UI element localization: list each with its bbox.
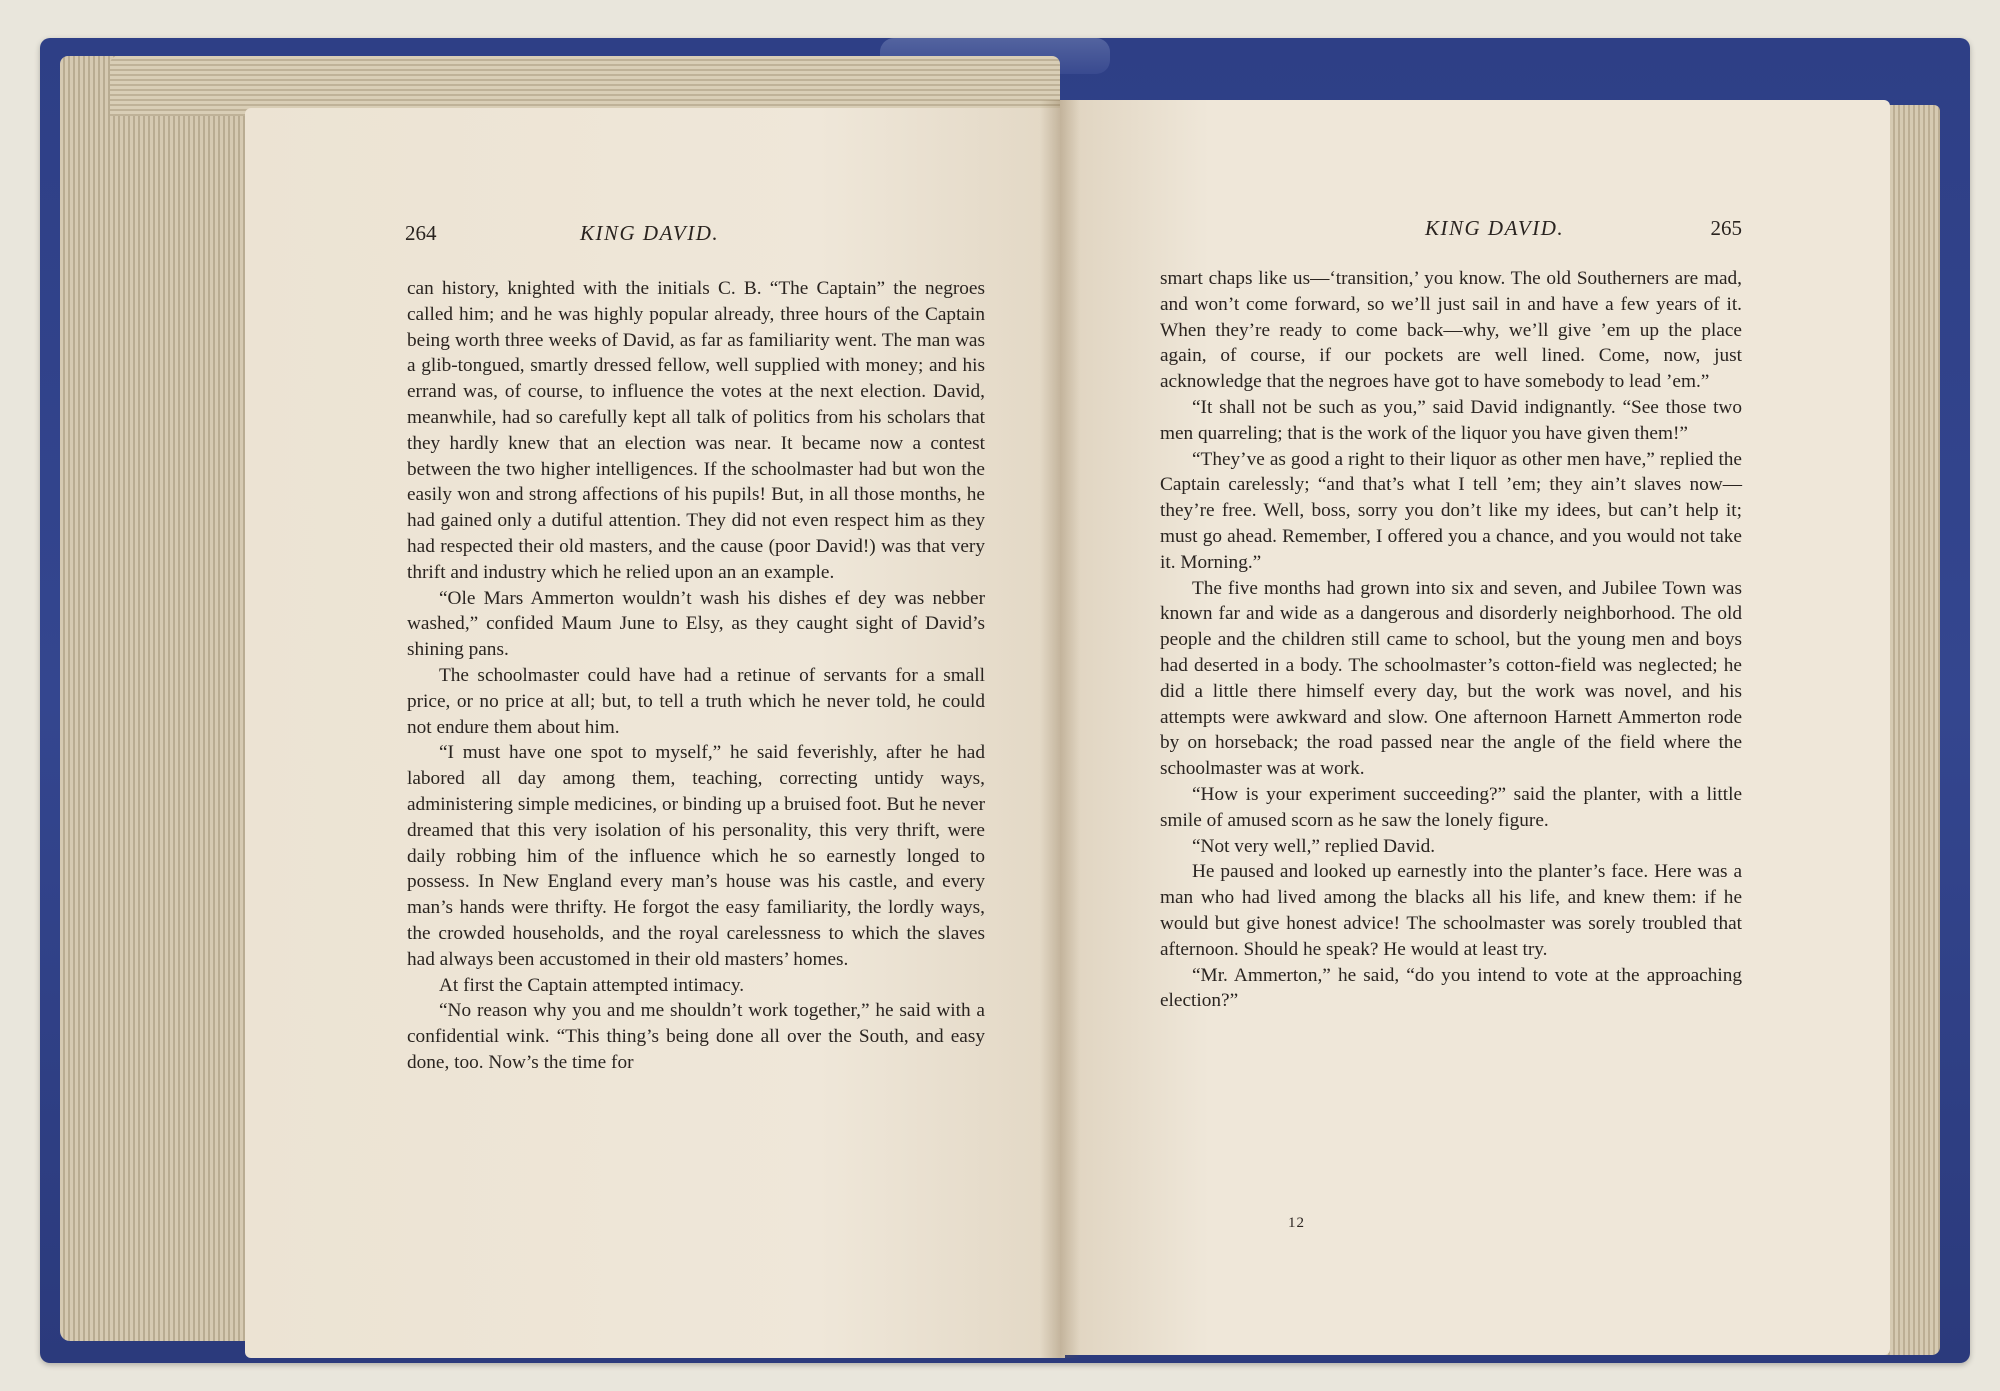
left-page xyxy=(245,108,1065,1358)
book-gutter xyxy=(1040,100,1080,1358)
page-edges-left xyxy=(60,56,250,1341)
signature-mark: 12 xyxy=(1288,1215,1305,1231)
paragraph: The five months had grown into six and seven, and Jubilee Town was known far and wide as a dangerous and disorderly neighborhood. The old people and the children still came to school, but the young men and boys had deserted in a body. The schoolmaster’s cotton-field was neglected; he did a little there himself every day, but the work was novel, and his attempts were awkward and slow. One afternoon Harnett Ammerton rode by on horseback; the road passed near the angle of the field where the schoolmaster was at work. xyxy=(1160,577,1742,780)
paragraph: “How is your experiment succeeding?” said the planter, with a little smile of amused scorn as he saw the lonely figure. xyxy=(1160,783,1742,831)
left-page-body xyxy=(407,276,985,1076)
running-head: KING DAVID. xyxy=(580,221,720,245)
page-number: 265 xyxy=(1710,216,1742,240)
paragraph: can history, knighted with the initials C. B. “The Captain” the negroes called him; and he was highly popular already, three hours of the Captain being worth three weeks of David, as far as familiarity went. The man was a glib-tongued, smartly dressed fellow, well supplied with money; and his errand was, of course, to influence the votes at the next election. David, meanwhile, had so carefully kept all talk of politics from his scholars that they hardly knew that an election was near. It became now a contest between the two higher intelligences. If the schoolmaster had but won the easily won and strong affections of his pupils! But, in all those months, he had gained only a dutiful attention. They did not even respect him as they had respected their old masters, and the cause (poor David!) was that very thrift and industry which he relied upon an an example. xyxy=(407,278,985,583)
paragraph: “No reason why you and me shouldn’t work together,” he said with a confidential wink. “This thing’s being done all over the South, and easy done, too. Now’s the time for xyxy=(407,1000,985,1073)
right-page-body xyxy=(1160,266,1742,1014)
paragraph: “Not very well,” replied David. xyxy=(1192,835,1436,857)
paragraph: “Mr. Ammerton,” he said, “do you intend to vote at the approaching election?” xyxy=(1160,964,1742,1012)
paragraph: The schoolmaster could have had a retinue of servants for a small price, or no price at all; but, to tell a truth which he never told, he could not endure them about him. xyxy=(407,664,985,738)
running-head: KING DAVID. xyxy=(1425,216,1565,240)
paragraph: “Ole Mars Ammerton wouldn’t wash his dishes ef dey was nebber washed,” confided Maum June to Elsy, as they caught sight of David’s shining pans. xyxy=(407,587,985,661)
paragraph: He paused and looked up earnestly into the planter’s face. Here was a man who had lived among the blacks all his life, and knew them: if he would but give honest advice! The schoolmaster was sorely troubled that afternoon. Should he speak? He would at least try. xyxy=(1160,861,1742,960)
paragraph: “They’ve as good a right to their liquor as other men have,” replied the Captain carelessly; “and that’s what I tell ’em; they ain’t slaves now—they’re free. Well, boss, sorry you don’t like my idees, but can’t help it; must go ahead. Remember, I offered you a chance, and you would not take it. Morning.” xyxy=(1160,448,1742,573)
paragraph: “I must have one spot to myself,” he said feverishly, after he had labored all day among them, teaching, correcting untidy ways, administering simple medicines, or binding up a bruised foot. But he never dreamed that this very isolation of his personality, this very thrift, were daily robbing him of the influence which he so earnestly longed to possess. In New England every man’s house was his castle, and every man’s hands were thrifty. He forgot the easy familiarity, the lordly ways, the crowded households, and the royal carelessness to which the slaves had always been accustomed in their old masters’ homes. xyxy=(407,742,985,970)
right-page-header xyxy=(1160,216,1742,246)
paragraph: smart chaps like us—‘transition,’ you know. The old Southerners are mad, and won’t come forward, so we’ll just sail in and have a few years of it. When they’re ready to come back—why, we’ll give ’em up the place again, of course, if our pockets are well lined. Come, now, just acknowledge that the negroes have got to have somebody to lead ’em.” xyxy=(1160,268,1742,393)
paragraph: “It shall not be such as you,” said David indignantly. “See those two men quarreling; that is the work of the liquor you have given them!” xyxy=(1160,396,1742,444)
page-number: 264 xyxy=(405,221,437,245)
right-page xyxy=(1060,100,1890,1355)
paragraph: At first the Captain attempted intimacy. xyxy=(439,974,745,996)
page-edges-top xyxy=(110,56,1060,116)
left-page-header xyxy=(405,221,995,251)
